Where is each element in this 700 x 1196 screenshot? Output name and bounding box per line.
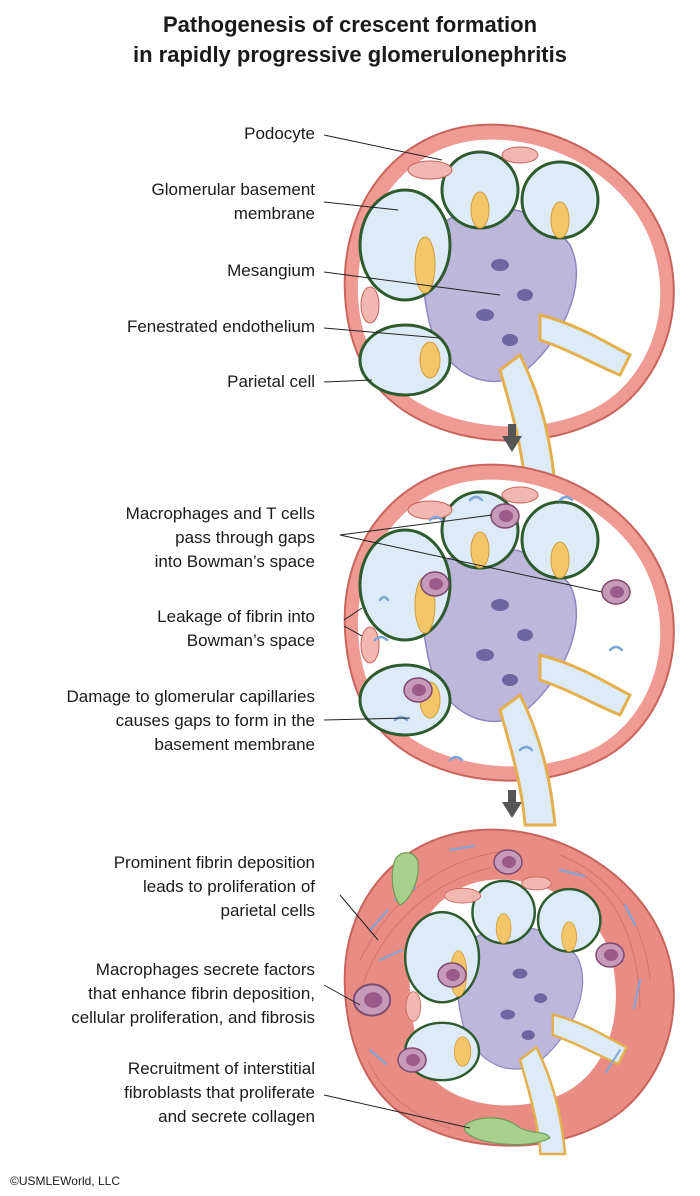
label-glomerular-basement-membrane: Glomerular basement membrane — [151, 180, 315, 223]
panel-3-crescent-formation — [345, 830, 674, 1154]
label-macrophage-factors: Macrophages secrete factors that enhance fibrin deposition, cellular proliferation, and fibrosis — [71, 960, 315, 1027]
label-fenestrated-endothelium: Fenestrated endothelium — [126, 317, 315, 336]
label-macrophages-t-cells: Macrophages and T cells pass through gaps into Bowman’s space — [125, 504, 315, 571]
label-interstitial-fibroblasts: Recruitment of interstitial fibroblasts that proliferate and secrete collagen — [124, 1059, 315, 1126]
label-mesangium: Mesangium — [227, 261, 315, 280]
label-fibrin-leakage: Leakage of fibrin into Bowman’s space — [157, 607, 315, 650]
label-capillary-damage: Damage to glomerular capillaries causes gaps to form in the basement membrane — [66, 687, 315, 754]
title-line-1: Pathogenesis of crescent formation — [162, 12, 538, 37]
arrow-down-icon — [502, 790, 522, 818]
label-parietal-cell: Parietal cell — [227, 372, 315, 391]
panel-2-damaged-glomerulus — [345, 465, 674, 825]
label-podocyte: Podocyte — [244, 124, 315, 143]
title-line-2: in rapidly progressive glomerulonephritis — [133, 42, 567, 67]
leader-parietal-cell — [324, 380, 372, 382]
copyright-notice: ©USMLEWorld, LLC — [10, 1174, 120, 1188]
label-fibrin-deposition: Prominent fibrin deposition leads to proliferation of parietal cells — [113, 853, 315, 920]
